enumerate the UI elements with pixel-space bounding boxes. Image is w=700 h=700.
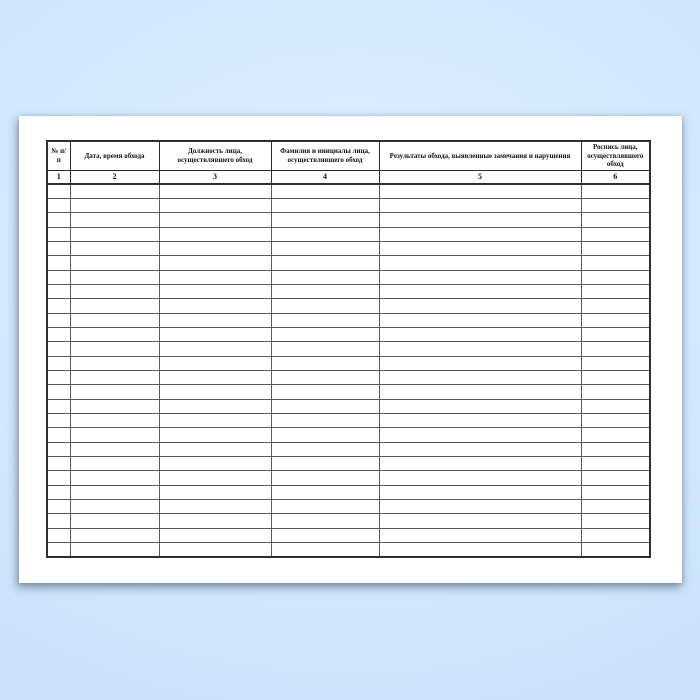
empty-cell (581, 514, 650, 528)
empty-row (47, 327, 650, 341)
empty-row (47, 241, 650, 255)
empty-row (47, 299, 650, 313)
empty-cell (70, 514, 159, 528)
empty-cell (581, 528, 650, 542)
empty-cell (271, 528, 379, 542)
empty-cell (581, 256, 650, 270)
empty-cell (271, 399, 379, 413)
empty-cell (379, 442, 581, 456)
empty-cell (271, 198, 379, 212)
column-header: Роспись лица, осуществлявшего обход (581, 141, 650, 170)
empty-cell (47, 184, 70, 199)
empty-cell (271, 299, 379, 313)
empty-cell (379, 457, 581, 471)
empty-cell (47, 227, 70, 241)
empty-row (47, 356, 650, 370)
empty-cell (271, 284, 379, 298)
empty-row (47, 500, 650, 514)
empty-cell (47, 270, 70, 284)
column-header: Фамилия и инициалы лица, осуществлявшего обход (271, 141, 379, 170)
empty-cell (581, 370, 650, 384)
column-number: 5 (379, 170, 581, 184)
empty-cell (581, 543, 650, 558)
empty-cell (271, 327, 379, 341)
empty-cell (379, 256, 581, 270)
empty-cell (159, 543, 271, 558)
empty-cell (70, 342, 159, 356)
empty-row (47, 414, 650, 428)
paper-sheet (19, 116, 682, 583)
empty-cell (70, 313, 159, 327)
empty-cell (271, 184, 379, 199)
empty-cell (581, 500, 650, 514)
empty-cell (47, 342, 70, 356)
empty-row (47, 385, 650, 399)
column-header: № п/п (47, 141, 70, 170)
empty-cell (47, 198, 70, 212)
empty-cell (379, 471, 581, 485)
empty-cell (271, 543, 379, 558)
empty-cell (379, 270, 581, 284)
empty-row (47, 342, 650, 356)
empty-cell (70, 428, 159, 442)
empty-cell (581, 198, 650, 212)
empty-cell (47, 528, 70, 542)
empty-cell (47, 284, 70, 298)
empty-cell (70, 500, 159, 514)
empty-cell (47, 327, 70, 341)
empty-cell (159, 213, 271, 227)
empty-cell (581, 241, 650, 255)
empty-row (47, 213, 650, 227)
column-number: 3 (159, 170, 271, 184)
empty-row (47, 514, 650, 528)
empty-cell (47, 241, 70, 255)
empty-cell (159, 356, 271, 370)
empty-cell (581, 284, 650, 298)
empty-cell (379, 385, 581, 399)
empty-cell (47, 370, 70, 384)
empty-cell (70, 528, 159, 542)
empty-cell (70, 184, 159, 199)
empty-cell (379, 370, 581, 384)
empty-cell (70, 471, 159, 485)
empty-cell (379, 213, 581, 227)
empty-cell (271, 241, 379, 255)
empty-cell (47, 500, 70, 514)
empty-cell (47, 428, 70, 442)
empty-cell (159, 528, 271, 542)
empty-cell (379, 356, 581, 370)
empty-cell (47, 256, 70, 270)
empty-cell (271, 356, 379, 370)
empty-cell (159, 184, 271, 199)
empty-cell (70, 198, 159, 212)
empty-cell (379, 284, 581, 298)
empty-row (47, 399, 650, 413)
empty-cell (581, 342, 650, 356)
empty-cell (47, 514, 70, 528)
empty-cell (47, 485, 70, 499)
empty-cell (379, 227, 581, 241)
empty-row (47, 227, 650, 241)
empty-row (47, 442, 650, 456)
empty-cell (159, 442, 271, 456)
empty-cell (159, 327, 271, 341)
empty-row (47, 485, 650, 499)
empty-cell (70, 370, 159, 384)
empty-cell (379, 414, 581, 428)
empty-row (47, 313, 650, 327)
empty-cell (159, 399, 271, 413)
empty-cell (47, 471, 70, 485)
column-number-row (47, 170, 650, 184)
empty-cell (70, 356, 159, 370)
empty-cell (581, 356, 650, 370)
empty-cell (581, 399, 650, 413)
empty-cell (159, 485, 271, 499)
empty-row (47, 370, 650, 384)
empty-cell (271, 442, 379, 456)
empty-cell (70, 543, 159, 558)
empty-row (47, 457, 650, 471)
empty-cell (47, 543, 70, 558)
empty-cell (159, 313, 271, 327)
empty-cell (159, 227, 271, 241)
empty-cell (70, 485, 159, 499)
empty-cell (379, 198, 581, 212)
empty-cell (581, 270, 650, 284)
empty-cell (379, 184, 581, 199)
empty-cell (271, 414, 379, 428)
empty-cell (159, 241, 271, 255)
empty-cell (581, 385, 650, 399)
empty-cell (159, 370, 271, 384)
empty-cell (379, 313, 581, 327)
empty-cell (271, 313, 379, 327)
empty-cell (271, 227, 379, 241)
empty-cell (271, 485, 379, 499)
empty-cell (70, 256, 159, 270)
empty-cell (159, 471, 271, 485)
empty-cell (70, 385, 159, 399)
empty-cell (47, 414, 70, 428)
empty-cell (271, 471, 379, 485)
empty-cell (47, 313, 70, 327)
header-row (47, 141, 650, 170)
empty-cell (379, 327, 581, 341)
empty-cell (159, 299, 271, 313)
empty-cell (70, 442, 159, 456)
empty-cell (379, 528, 581, 542)
empty-cell (159, 198, 271, 212)
empty-cell (379, 543, 581, 558)
empty-cell (159, 414, 271, 428)
empty-cell (70, 270, 159, 284)
empty-cell (70, 241, 159, 255)
empty-cell (581, 471, 650, 485)
empty-cell (581, 442, 650, 456)
empty-cell (70, 457, 159, 471)
column-number: 2 (70, 170, 159, 184)
empty-row (47, 471, 650, 485)
empty-cell (379, 399, 581, 413)
empty-cell (47, 356, 70, 370)
empty-cell (47, 299, 70, 313)
empty-cell (379, 299, 581, 313)
empty-cell (159, 284, 271, 298)
empty-cell (47, 442, 70, 456)
empty-cell (70, 299, 159, 313)
empty-cell (47, 399, 70, 413)
empty-cell (271, 514, 379, 528)
empty-cell (581, 485, 650, 499)
empty-cell (159, 342, 271, 356)
empty-cell (70, 213, 159, 227)
empty-cell (271, 256, 379, 270)
empty-cell (271, 385, 379, 399)
empty-cell (271, 370, 379, 384)
empty-cell (70, 414, 159, 428)
column-number: 1 (47, 170, 70, 184)
empty-cell (581, 327, 650, 341)
empty-cell (70, 284, 159, 298)
column-number: 6 (581, 170, 650, 184)
empty-cell (581, 227, 650, 241)
empty-cell (271, 457, 379, 471)
empty-cell (581, 313, 650, 327)
column-header: Дата, время обхода (70, 141, 159, 170)
empty-cell (159, 500, 271, 514)
column-number: 4 (271, 170, 379, 184)
empty-cell (581, 299, 650, 313)
column-header: Результаты обхода, выявленные замечания и нарушения (379, 141, 581, 170)
empty-cell (47, 457, 70, 471)
column-header: Должность лица, осуществлявшего обход (159, 141, 271, 170)
empty-cell (159, 270, 271, 284)
empty-cell (271, 428, 379, 442)
empty-cell (159, 514, 271, 528)
empty-cell (581, 457, 650, 471)
empty-row (47, 428, 650, 442)
empty-cell (379, 342, 581, 356)
empty-cell (70, 327, 159, 341)
empty-cell (379, 428, 581, 442)
empty-cell (47, 213, 70, 227)
empty-cell (159, 385, 271, 399)
empty-cell (271, 213, 379, 227)
empty-row (47, 284, 650, 298)
empty-cell (581, 184, 650, 199)
empty-cell (271, 342, 379, 356)
empty-cell (379, 485, 581, 499)
empty-row (47, 270, 650, 284)
empty-row (47, 543, 650, 558)
empty-cell (70, 227, 159, 241)
empty-cell (581, 213, 650, 227)
empty-cell (379, 500, 581, 514)
empty-cell (379, 241, 581, 255)
empty-row (47, 184, 650, 199)
empty-cell (581, 414, 650, 428)
empty-cell (271, 270, 379, 284)
empty-cell (47, 385, 70, 399)
patrol-log-table (46, 140, 651, 558)
empty-row (47, 528, 650, 542)
empty-cell (159, 457, 271, 471)
empty-cell (159, 428, 271, 442)
empty-row (47, 198, 650, 212)
empty-cell (159, 256, 271, 270)
empty-cell (581, 428, 650, 442)
empty-row (47, 256, 650, 270)
empty-cell (379, 514, 581, 528)
empty-cell (70, 399, 159, 413)
empty-cell (271, 500, 379, 514)
